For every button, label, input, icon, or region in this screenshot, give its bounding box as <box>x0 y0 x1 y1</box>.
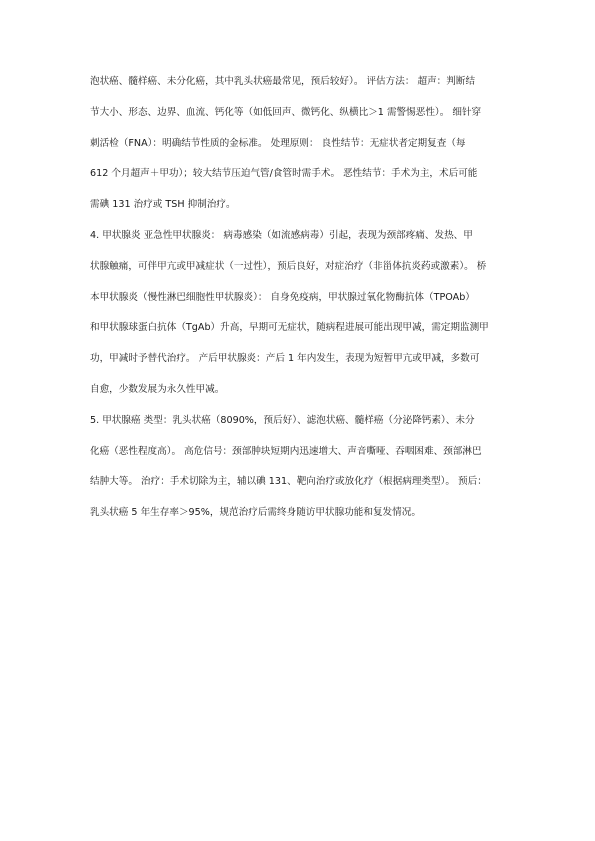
text-line: 和甲状腺球蛋白抗体（TgAb）升高，早期可无症状，随病程进展可能出现甲减，需定期监测甲 <box>90 322 489 334</box>
text-line: 自愈，少数发展为永久性甲减。 <box>90 383 225 395</box>
text-line: 节大小、形态、边界、血流、钙化等（如低回声、微钙化、纵横比＞1 需警惕恶性）。 细针穿 <box>90 106 482 118</box>
text-line: 本甲状腺炎（慢性淋巴细胞性甲状腺炎）： 自身免疫病，甲状腺过氧化物酶抗体（TPOAb） <box>90 291 475 303</box>
text-line: 乳头状癌 5 年生存率＞95%，规范治疗后需终身随访甲状腺功能和复发情况。 <box>90 507 421 519</box>
text-line: 状腺触痛，可伴甲亢或甲减症状（一过性），预后良好，对症治疗（非甾体抗炎药或激素）。 桥 <box>90 260 487 272</box>
section-heading-thyroid-cancer: 5. 甲状腺癌 类型：乳头状癌（8090%，预后好）、滤泡状癌、髓样癌（分泌降钙素）、未分 <box>90 414 475 426</box>
text-line: 结肿大等。 治疗：手术切除为主，辅以碘 131、靶向治疗或放化疗（根据病理类型）。 预后： <box>90 476 487 488</box>
text-line: 刺活检（FNA）：明确结节性质的金标准。 处理原则： 良性结节：无症状者定期复查（每 <box>90 137 466 149</box>
document-body <box>90 76 510 538</box>
text-line: 化癌（恶性程度高）。 高危信号：颈部肿块短期内迅速增大、声音嘶哑、吞咽困难、颈部淋巴 <box>90 445 482 457</box>
section-heading-thyroiditis: 4. 甲状腺炎 亚急性甲状腺炎： 病毒感染（如流感病毒）引起，表现为颈部疼痛、发热、甲 <box>90 229 473 241</box>
text-line: 需碘 131 治疗或 TSH 抑制治疗。 <box>90 199 236 211</box>
text-line: 612 个月超声＋甲功）；较大结节压迫气管/食管时需手术。 恶性结节：手术为主，术后可能 <box>90 168 478 180</box>
text-line: 功，甲减时予替代治疗。 产后甲状腺炎：产后 1 年内发生，表现为短暂甲亢或甲减，多数可 <box>90 353 480 365</box>
text-line: 泡状癌、髓样癌、未分化癌，其中乳头状癌最常见，预后较好）。 评估方法： 超声：判断结 <box>90 76 476 87</box>
